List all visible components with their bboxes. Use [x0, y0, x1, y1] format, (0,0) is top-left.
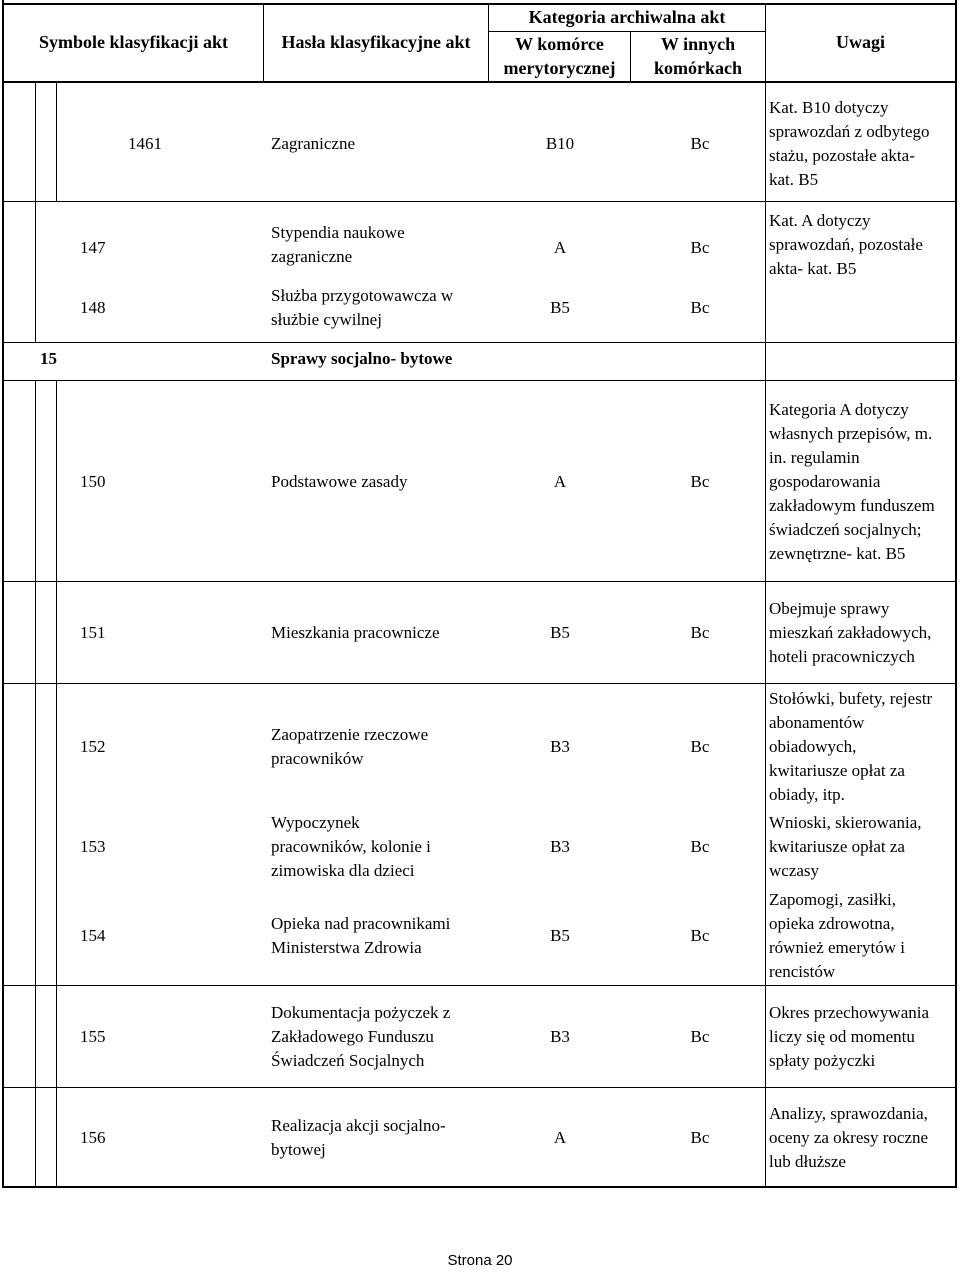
name-155: Dokumentacja pożyczek z	[271, 1003, 451, 1022]
cat-mer-147: A	[553, 238, 567, 257]
grid-line	[2, 0, 4, 1188]
name-152: pracowników	[271, 749, 364, 768]
cat-mer-153: B3	[550, 837, 570, 856]
name-156: Realizacja akcji socjalno-	[271, 1116, 446, 1135]
notes-153: kwitariusze opłat za	[769, 837, 905, 856]
cat-other-148: Bc	[690, 298, 710, 317]
name-148: Służba przygotowawcza w	[271, 286, 454, 305]
name-155: Zakładowego Funduszu	[271, 1027, 434, 1046]
grid-line	[2, 683, 957, 684]
notes-154: rencistów	[769, 962, 836, 981]
notes-155: liczy się od momentu	[769, 1027, 915, 1046]
name-147: zagraniczne	[271, 247, 353, 266]
notes-147: sprawozdań, pozostałe	[769, 235, 923, 254]
symbol-1461: 1461	[128, 134, 162, 153]
notes-152: Stołówki, bufety, rejestr	[769, 689, 933, 708]
grid-line	[2, 1186, 957, 1188]
notes-156: oceny za okresy roczne	[769, 1128, 929, 1147]
cat-mer-156: A	[553, 1128, 567, 1147]
notes-153: wczasy	[769, 861, 820, 880]
symbol-150: 150	[80, 472, 106, 491]
notes-1461: Kat. B10 dotyczy	[769, 98, 889, 117]
symbol-148: 148	[80, 298, 106, 317]
notes-1461: kat. B5	[769, 170, 819, 189]
name-147: Stypendia naukowe	[271, 223, 405, 242]
grid-line	[955, 0, 957, 1188]
notes-1461: sprawozdań z odbytego	[769, 122, 930, 141]
header-cell-line1: W komórce	[515, 34, 604, 54]
header-category: Kategoria archiwalna akt	[528, 7, 726, 27]
notes-151: Obejmuje sprawy	[769, 599, 890, 618]
notes-150: własnych przepisów, m.	[769, 424, 933, 443]
notes-151: mieszkań zakładowych,	[769, 623, 932, 642]
page-number: Strona 20	[447, 1252, 513, 1269]
grid-line	[2, 3, 957, 5]
name-155: Świadczeń Socjalnych	[271, 1051, 425, 1070]
cat-mer-148: B5	[550, 298, 570, 317]
notes-154: również emerytów i	[769, 938, 905, 957]
grid-line	[2, 1087, 957, 1088]
notes-1461: stażu, pozostałe akta-	[769, 146, 915, 165]
notes-147: akta- kat. B5	[769, 259, 857, 278]
header-slogans: Hasła klasyfikacyjne akt	[281, 32, 471, 52]
notes-147: Kat. A dotyczy	[769, 211, 871, 230]
name-153: Wypoczynek	[271, 813, 360, 832]
cat-other-1461: Bc	[690, 134, 710, 153]
notes-155: Okres przechowywania	[769, 1003, 930, 1022]
symbol-155: 155	[80, 1027, 106, 1046]
notes-152: abonamentów	[769, 713, 865, 732]
header-other-line1: W innych	[660, 34, 736, 54]
name-153: pracowników, kolonie i	[271, 837, 431, 856]
header-notes: Uwagi	[836, 32, 885, 52]
cat-mer-154: B5	[550, 926, 570, 945]
grid-line	[2, 581, 957, 582]
name-153: zimowiska dla dzieci	[271, 861, 415, 880]
notes-150: gospodarowania	[769, 472, 881, 491]
notes-150: zewnętrzne- kat. B5	[769, 544, 906, 563]
symbol-154: 154	[80, 926, 106, 945]
cat-mer-150: A	[553, 472, 567, 491]
cat-other-151: Bc	[690, 623, 710, 642]
symbol-152: 152	[80, 737, 106, 756]
grid-line	[2, 985, 957, 986]
notes-156: Analizy, sprawozdania,	[769, 1104, 928, 1123]
name-151: Mieszkania pracownicze	[271, 623, 440, 642]
name-148: służbie cywilnej	[271, 310, 382, 329]
cat-mer-151: B5	[550, 623, 570, 642]
grid-line	[35, 81, 36, 342]
notes-155: spłaty pożyczki	[769, 1051, 876, 1070]
name-154: Ministerstwa Zdrowia	[271, 938, 422, 957]
header-other-line2: komórkach	[653, 58, 742, 78]
cat-other-153: Bc	[690, 837, 710, 856]
cat-other-155: Bc	[690, 1027, 710, 1046]
name-150: Podstawowe zasady	[271, 472, 408, 491]
notes-152: obiady, itp.	[769, 785, 845, 804]
notes-150: zakładowym funduszem	[769, 496, 935, 515]
cat-other-154: Bc	[690, 926, 710, 945]
notes-152: obiadowych,	[769, 737, 857, 756]
cat-other-152: Bc	[690, 737, 710, 756]
cat-other-150: Bc	[690, 472, 710, 491]
notes-156: lub dłuższe	[769, 1152, 846, 1171]
grid-line	[56, 81, 57, 201]
name-15: Sprawy socjalno- bytowe	[271, 349, 453, 368]
symbol-15: 15	[40, 349, 57, 368]
name-152: Zaopatrzenie rzeczowe	[271, 725, 429, 744]
cat-mer-152: B3	[550, 737, 570, 756]
cat-other-156: Bc	[690, 1128, 710, 1147]
notes-150: świadczeń socjalnych;	[769, 520, 922, 539]
grid-line	[2, 201, 957, 202]
grid-line	[35, 380, 36, 1188]
cat-mer-155: B3	[550, 1027, 570, 1046]
name-1461: Zagraniczne	[271, 134, 355, 153]
notes-150: in. regulamin	[769, 448, 860, 467]
grid-line	[765, 81, 766, 1188]
grid-line	[2, 342, 957, 343]
symbol-156: 156	[80, 1128, 106, 1147]
notes-154: opieka zdrowotna,	[769, 914, 895, 933]
symbol-153: 153	[80, 837, 106, 856]
notes-154: Zapomogi, zasiłki,	[769, 890, 897, 909]
cat-mer-1461: B10	[545, 134, 575, 153]
header-cell-line2: merytorycznej	[503, 58, 616, 78]
grid-line	[2, 380, 957, 381]
notes-150: Kategoria A dotyczy	[769, 400, 909, 419]
grid-line	[2, 81, 957, 83]
notes-151: hoteli pracowniczych	[769, 647, 915, 666]
notes-153: Wnioski, skierowania,	[769, 813, 922, 832]
header-symbols: Symbole klasyfikacji akt	[38, 32, 229, 52]
name-154: Opieka nad pracownikami	[271, 914, 451, 933]
name-156: bytowej	[271, 1140, 326, 1159]
symbol-147: 147	[80, 238, 106, 257]
notes-152: kwitariusze opłat za	[769, 761, 905, 780]
symbol-151: 151	[80, 623, 106, 642]
grid-line	[56, 380, 57, 1188]
cat-other-147: Bc	[690, 238, 710, 257]
